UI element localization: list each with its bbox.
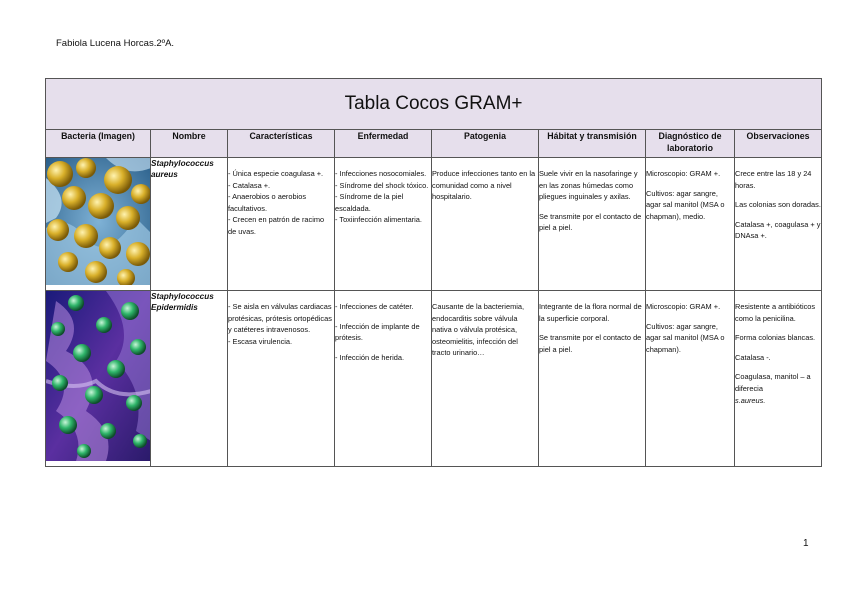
diagnostico-text: Cultivos: agar sangre, agar sal manitol (MSA o chapman). xyxy=(646,321,725,354)
observacion-text: Resistente a antibióticos como la penicilina. xyxy=(735,302,816,323)
observacion-text: Forma colonias blancas. xyxy=(735,333,816,343)
caracteristica-item: - Crecen en patrón de racimo de uvas. xyxy=(228,215,325,236)
staphylococcus-aureus-micrograph-icon xyxy=(46,158,151,285)
caracteristicas-cell xyxy=(228,158,335,291)
observacion-text: Catalasa +, coagulasa + y DNAsa +. xyxy=(735,219,821,241)
enfermedad-item: - Síndrome de la piel escaldada. xyxy=(335,192,404,213)
habitat-text: Suele vivir en la nasofaringe y en las zonas húmedas como pliegues inguinales y axilas. xyxy=(539,169,638,202)
staphylococcus-epidermidis-micrograph-icon xyxy=(46,291,151,461)
patogenia-cell xyxy=(432,158,539,291)
author-line: Fabiola Lucena Horcas.2ºA. xyxy=(56,38,175,49)
table-row xyxy=(46,158,822,291)
bacteria-name: Staphylococcus Epidermidis xyxy=(151,291,228,467)
habitat-text: Se transmite por el contacto de piel a piel. xyxy=(539,333,642,354)
table-row xyxy=(46,291,822,467)
staphylococcus-epidermidis-image xyxy=(46,291,151,467)
observaciones-cell xyxy=(735,158,822,291)
observaciones-cell xyxy=(735,291,822,467)
habitat-text: Integrante de la flora normal de la superficie corporal. xyxy=(539,302,642,323)
page-number: 1 xyxy=(803,538,809,549)
observacion-italic-text: s.aureus. xyxy=(735,395,766,405)
observacion-text: Catalasa -. xyxy=(735,352,771,362)
staphylococcus-aureus-image xyxy=(46,158,151,291)
enfermedad-item: - Infección de implante de prótesis. xyxy=(335,321,420,343)
header-row xyxy=(46,130,822,158)
diagnostico-text: Cultivos: agar sangre, agar sal manitol (MSA o chapman), medio. xyxy=(646,188,725,221)
header-bacteria: Bacteria (Imagen) xyxy=(46,130,151,158)
cocci-table xyxy=(45,78,822,467)
observacion-text: Las colonias son doradas. xyxy=(735,200,821,210)
enfermedad-item: - Toxiinfección alimentaria. xyxy=(335,215,422,225)
enfermedad-item: - Síndrome del shock tóxico. xyxy=(335,180,429,190)
diagnostico-text: Microscopio: GRAM +. xyxy=(646,302,721,311)
habitat-text: Se transmite por el contacto de piel a piel. xyxy=(539,211,642,233)
habitat-cell xyxy=(539,158,646,291)
caracteristicas-cell xyxy=(228,291,335,467)
bacteria-name: Staphylococcus aureus xyxy=(151,158,228,291)
observacion-text: Coagulasa, manitol – a diferecia xyxy=(735,372,811,393)
enfermedad-item: - Infección de herida. xyxy=(335,352,405,362)
header-diagnostico: Diagnóstico de laboratorio xyxy=(646,130,735,158)
enfermedad-cell xyxy=(335,158,432,291)
observacion-text: Crece entre las 18 y 24 horas. xyxy=(735,169,812,190)
enfermedad-cell xyxy=(335,291,432,467)
header-nombre: Nombre xyxy=(151,130,228,158)
enfermedad-item: - Infecciones nosocomiales. xyxy=(335,169,427,178)
patogenia-text: Produce infecciones tanto en la comunidad como a nivel hospitalario. xyxy=(432,169,536,202)
patogenia-text: Causante de la bacteriemia, endocarditis sobre válvula nativa o válvula protésica, osteomielitis, infección del tracto urinario… xyxy=(432,302,525,358)
table-title: Tabla Cocos GRAM+ xyxy=(46,79,822,130)
diagnostico-cell xyxy=(646,158,735,291)
header-observaciones: Observaciones xyxy=(735,130,822,158)
caracteristica-item: - Se aisla en válvulas cardiacas protésicas, prótesis ortopédicas y catéteres intravenosos. xyxy=(228,302,332,335)
header-patogenia: Patogenia xyxy=(432,130,539,158)
header-caracteristicas: Características xyxy=(228,130,335,158)
habitat-cell xyxy=(539,291,646,467)
caracteristica-item: - Única especie coagulasa +. xyxy=(228,169,324,178)
diagnostico-text: Microscopio: GRAM +. xyxy=(646,169,721,178)
enfermedad-item: - Infecciones de catéter. xyxy=(335,302,414,311)
caracteristica-item: - Catalasa +. xyxy=(228,180,271,190)
patogenia-cell xyxy=(432,291,539,467)
caracteristica-item: - Escasa virulencia. xyxy=(228,336,293,346)
header-habitat: Hábitat y transmisión xyxy=(539,130,646,158)
caracteristica-item: - Anaerobios o aerobios facultativos. xyxy=(228,192,307,213)
header-enfermedad: Enfermedad xyxy=(335,130,432,158)
diagnostico-cell xyxy=(646,291,735,467)
